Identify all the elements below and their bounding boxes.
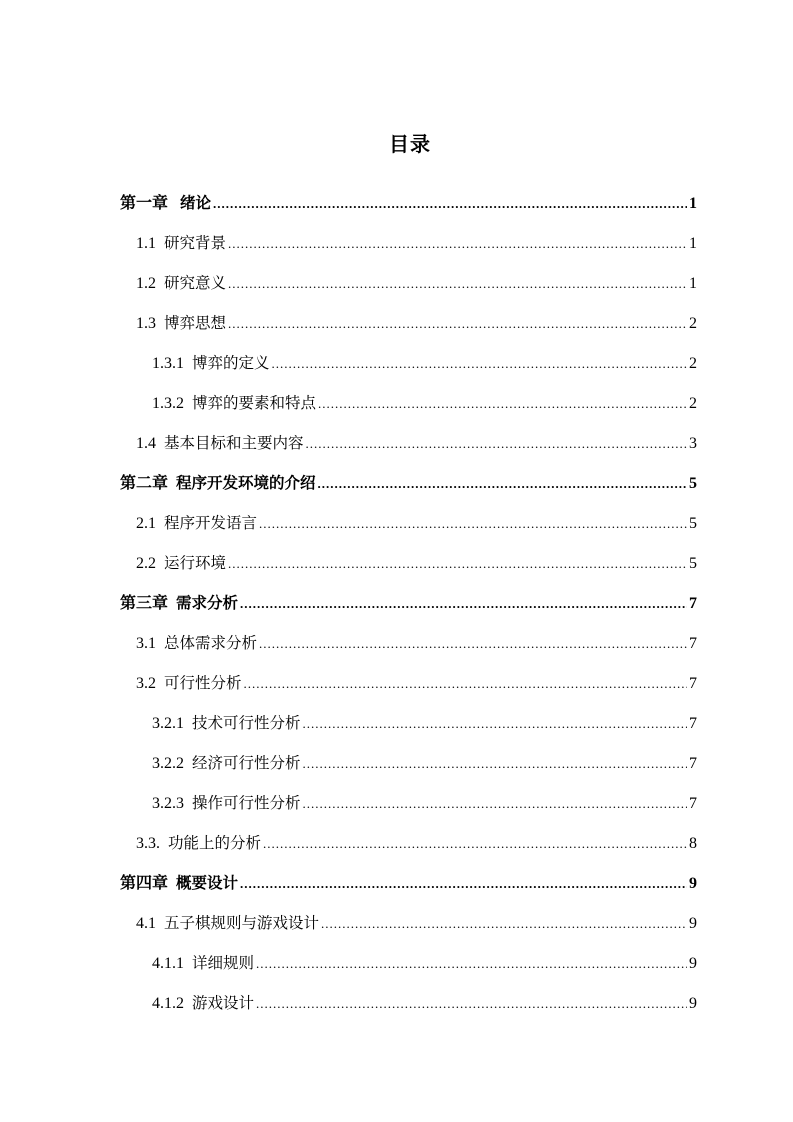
toc-entry[interactable] — [136, 264, 697, 294]
toc-entry-text — [136, 553, 228, 574]
toc-entry[interactable] — [152, 944, 697, 974]
toc-entry[interactable] — [152, 384, 697, 414]
toc-entry-number: 1.1 — [136, 235, 156, 252]
toc-entry-number: 3.1 — [136, 635, 156, 652]
toc-dot-leader — [306, 434, 687, 454]
toc-dot-leader — [228, 274, 687, 294]
toc-dot-leader — [228, 234, 687, 254]
toc-entry-number: 第二章 — [120, 475, 169, 492]
toc-page-number: 3 — [689, 435, 697, 452]
toc-dot-leader — [303, 754, 687, 774]
toc-entry-label: 五子棋规则与游戏设计 — [164, 914, 320, 932]
toc-entry[interactable] — [152, 344, 697, 374]
toc-entry-label: 可行性分析 — [164, 674, 242, 692]
toc-entry-label: 概要设计 — [176, 874, 239, 892]
toc-entry-label: 博弈思想 — [164, 314, 227, 332]
toc-page-number: 7 — [689, 795, 697, 812]
toc-entry[interactable] — [136, 224, 697, 254]
toc-entry-text — [152, 353, 272, 374]
toc-page-number: 5 — [689, 515, 697, 532]
toc-entry-text — [136, 313, 228, 334]
toc-entry-label: 详细规则 — [192, 954, 255, 972]
toc-entry[interactable] — [136, 544, 697, 574]
toc-entry-text — [120, 473, 318, 494]
toc-entry-number: 1.3.2 — [152, 395, 184, 412]
toc-entry[interactable] — [152, 784, 697, 814]
toc-dot-leader — [256, 994, 687, 1014]
toc-page-number: 9 — [689, 915, 697, 932]
toc-entry-text — [152, 953, 256, 974]
toc-dot-leader — [259, 634, 687, 654]
toc-dot-leader — [228, 554, 687, 574]
toc-entry[interactable] — [152, 984, 697, 1014]
toc-dot-leader — [263, 834, 687, 854]
toc-page-number: 2 — [689, 355, 697, 372]
toc-page-number: 7 — [689, 755, 697, 772]
toc-entry[interactable] — [136, 504, 697, 534]
toc-page-number: 1 — [689, 235, 697, 252]
toc-entry-number: 1.3 — [136, 315, 156, 332]
toc-entry-number: 2.1 — [136, 515, 156, 532]
toc-entry[interactable] — [120, 584, 697, 614]
toc-page-number: 7 — [689, 635, 697, 652]
toc-entry[interactable] — [136, 824, 697, 854]
toc-dot-leader — [228, 314, 687, 334]
toc-entry-number: 第一章 — [120, 195, 169, 212]
toc-entry-label: 总体需求分析 — [164, 634, 258, 652]
toc-entry-text — [152, 713, 303, 734]
toc-entry-number: 第四章 — [120, 875, 169, 892]
toc-entry-label: 绪论 — [180, 194, 212, 212]
toc-entry-number: 1.3.1 — [152, 355, 184, 372]
toc-entry-text — [152, 393, 318, 414]
toc-dot-leader — [318, 474, 687, 494]
toc-dot-leader — [244, 674, 687, 694]
toc-page-number: 7 — [689, 595, 697, 612]
toc-entry-number: 第三章 — [120, 595, 169, 612]
toc-entry[interactable] — [120, 864, 697, 894]
toc-page-number: 7 — [689, 715, 697, 732]
toc-entry-number: 3.2.2 — [152, 755, 184, 772]
toc-entry-text — [152, 753, 303, 774]
toc-entry-text — [152, 993, 256, 1014]
toc-entry-label: 程序开发环境的介绍 — [176, 474, 316, 492]
toc-page-number: 9 — [689, 875, 697, 892]
toc-title: 目录 — [389, 132, 431, 156]
toc-dot-leader — [318, 394, 687, 414]
toc-page-number: 5 — [689, 555, 697, 572]
toc-entry-text — [152, 793, 303, 814]
toc-entry-number: 1.4 — [136, 435, 156, 452]
toc-page-number: 7 — [689, 675, 697, 692]
toc-page-number: 1 — [689, 275, 697, 292]
toc-entry-label: 研究背景 — [164, 234, 227, 252]
toc-entry[interactable] — [136, 304, 697, 334]
toc-entry-label: 博弈的定义 — [192, 354, 270, 372]
toc-entry-number: 4.1.2 — [152, 995, 184, 1012]
toc-dot-leader — [240, 594, 687, 614]
toc-dot-leader — [240, 874, 687, 894]
toc-entry-label: 技术可行性分析 — [192, 714, 301, 732]
toc-entry-label: 博弈的要素和特点 — [192, 394, 317, 412]
toc-dot-leader — [303, 714, 687, 734]
toc-page-number: 2 — [689, 315, 697, 332]
toc-entry-text — [136, 273, 228, 294]
toc-entry-number: 3.2 — [136, 675, 156, 692]
toc-entry-text — [136, 633, 259, 654]
toc-page-number: 8 — [689, 835, 697, 852]
toc-entry-label: 需求分析 — [176, 594, 239, 612]
toc-dot-leader — [213, 194, 687, 214]
toc-entry-label: 运行环境 — [164, 554, 227, 572]
toc-entry[interactable] — [136, 664, 697, 694]
toc-entry-text — [120, 193, 213, 214]
toc-entry-label: 功能上的分析 — [168, 834, 262, 852]
toc-entry-text — [136, 833, 263, 854]
toc-page-number: 1 — [689, 195, 697, 212]
toc-page-number: 9 — [689, 955, 697, 972]
toc-entry-text — [120, 873, 240, 894]
toc-page-number: 2 — [689, 395, 697, 412]
toc-entry-number: 3.3. — [136, 835, 160, 852]
toc-entry-number: 4.1.1 — [152, 955, 184, 972]
toc-entry-text — [136, 513, 259, 534]
toc-entry[interactable] — [152, 704, 697, 734]
toc-entry-text — [136, 233, 228, 254]
toc-entry[interactable] — [120, 464, 697, 494]
toc-entry[interactable] — [136, 424, 697, 454]
toc-entry-number: 3.2.3 — [152, 795, 184, 812]
toc-dot-leader — [256, 954, 687, 974]
toc-entry[interactable] — [136, 904, 697, 934]
toc-entry-label: 程序开发语言 — [164, 514, 258, 532]
toc-entry-text — [120, 593, 240, 614]
toc-entry[interactable] — [136, 624, 697, 654]
toc-entry-label: 经济可行性分析 — [192, 754, 301, 772]
toc-entry-label: 操作可行性分析 — [192, 794, 301, 812]
toc-entry-number: 3.2.1 — [152, 715, 184, 732]
toc-entry-number: 2.2 — [136, 555, 156, 572]
toc-page-number: 5 — [689, 475, 697, 492]
toc-dot-leader — [272, 354, 687, 374]
toc-dot-leader — [259, 514, 687, 534]
toc-entry-label: 研究意义 — [164, 274, 227, 292]
toc-entry-text — [136, 913, 321, 934]
toc-entry-number: 1.2 — [136, 275, 156, 292]
toc-page-number: 9 — [689, 995, 697, 1012]
toc-entry-label: 游戏设计 — [192, 994, 255, 1012]
toc-entry-label: 基本目标和主要内容 — [164, 434, 304, 452]
toc-entry[interactable] — [120, 184, 697, 214]
toc-entry-text — [136, 673, 244, 694]
toc-dot-leader — [321, 914, 687, 934]
toc-dot-leader — [303, 794, 687, 814]
toc-entry[interactable] — [152, 744, 697, 774]
toc-entry-number: 4.1 — [136, 915, 156, 932]
toc-entry-text — [136, 433, 306, 454]
